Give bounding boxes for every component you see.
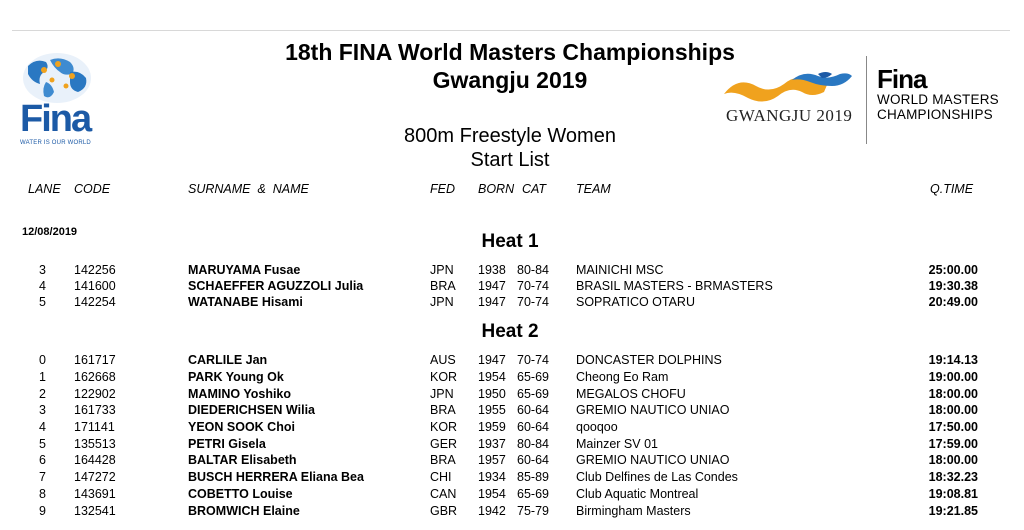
- fed-cell: JPN: [430, 295, 454, 309]
- lane-cell: 6: [39, 453, 46, 467]
- lane-cell: 4: [39, 420, 46, 434]
- team-cell: qooqoo: [576, 420, 618, 434]
- qtime-cell: 17:50.00: [928, 420, 978, 434]
- table-row: [0, 370, 1024, 386]
- born-cell: 1937: [478, 437, 506, 451]
- fed-cell: KOR: [430, 420, 458, 434]
- event-name: 800m Freestyle Women: [404, 125, 616, 147]
- table-row: [0, 403, 1024, 419]
- table-row: [0, 279, 1024, 295]
- cat-cell: 60-64: [517, 420, 549, 434]
- cat-cell: 65-69: [517, 487, 549, 501]
- qtime-cell: 18:00.00: [928, 453, 978, 467]
- lane-cell: 4: [39, 279, 46, 293]
- fed-cell: AUS: [430, 353, 456, 367]
- born-cell: 1938: [478, 263, 506, 277]
- world-masters-fina-text: Fina: [877, 64, 927, 94]
- wave-emblem-icon: [722, 70, 854, 104]
- lane-cell: 8: [39, 487, 46, 501]
- name-cell: COBETTO Louise: [188, 487, 293, 501]
- team-cell: Cheong Eo Ram: [576, 370, 669, 384]
- code-cell: 162668: [74, 370, 116, 384]
- qtime-cell: 19:21.85: [928, 504, 978, 518]
- born-cell: 1955: [478, 403, 506, 417]
- cat-cell: 70-74: [517, 353, 549, 367]
- table-row: [0, 487, 1024, 503]
- column-header-code: CODE: [74, 182, 111, 196]
- cat-cell: 65-69: [517, 387, 549, 401]
- logo-divider: [866, 56, 867, 144]
- heat-1-title: Heat 1: [481, 231, 539, 252]
- born-cell: 1947: [478, 279, 506, 293]
- fed-cell: KOR: [430, 370, 458, 384]
- title-line-2: Gwangju 2019: [432, 67, 588, 93]
- column-header-fed: FED: [430, 182, 455, 196]
- event-title: [300, 124, 720, 172]
- code-cell: 147272: [74, 470, 116, 484]
- code-cell: 164428: [74, 453, 116, 467]
- table-row: [0, 504, 1024, 520]
- code-cell: 161733: [74, 403, 116, 417]
- name-cell: BUSCH HERRERA Eliana Bea: [188, 470, 364, 484]
- born-cell: 1934: [478, 470, 506, 484]
- cat-cell: 85-89: [517, 470, 549, 484]
- table-row: [0, 437, 1024, 453]
- cat-cell: 80-84: [517, 263, 549, 277]
- world-masters-line-2: CHAMPIONSHIPS: [877, 107, 993, 122]
- lane-cell: 0: [39, 353, 46, 367]
- qtime-cell: 17:59.00: [928, 437, 978, 451]
- fed-cell: JPN: [430, 263, 454, 277]
- qtime-cell: 25:00.00: [928, 263, 978, 277]
- globe-icon: [22, 52, 92, 104]
- lane-cell: 5: [39, 295, 46, 309]
- name-cell: BROMWICH Elaine: [188, 504, 300, 518]
- born-cell: 1942: [478, 504, 506, 518]
- gwangju-logo-text: GWANGJU 2019: [726, 106, 853, 125]
- fed-cell: BRA: [430, 403, 456, 417]
- session-date: 12/08/2019: [22, 226, 78, 238]
- column-header-name: SURNAME & NAME: [188, 182, 309, 196]
- team-cell: DONCASTER DOLPHINS: [576, 353, 722, 367]
- team-cell: SOPRATICO OTARU: [576, 295, 695, 309]
- fed-cell: JPN: [430, 387, 454, 401]
- qtime-cell: 19:30.38: [928, 279, 978, 293]
- code-cell: 143691: [74, 487, 116, 501]
- fed-cell: GER: [430, 437, 458, 451]
- lane-cell: 2: [39, 387, 46, 401]
- table-row: [0, 263, 1024, 279]
- column-header-cat: CAT: [522, 182, 547, 196]
- code-cell: 122902: [74, 387, 116, 401]
- column-header-team: TEAM: [576, 182, 611, 196]
- fina-tagline: WATER IS OUR WORLD: [20, 140, 91, 146]
- name-cell: BALTAR Elisabeth: [188, 453, 297, 467]
- born-cell: 1957: [478, 453, 506, 467]
- column-header-qtime: Q.TIME: [930, 182, 974, 196]
- cat-cell: 80-84: [517, 437, 549, 451]
- top-rule: [12, 30, 1010, 31]
- world-masters-logo: [877, 66, 1017, 122]
- cat-cell: 60-64: [517, 403, 549, 417]
- born-cell: 1947: [478, 295, 506, 309]
- born-cell: 1954: [478, 370, 506, 384]
- document-type: Start List: [470, 149, 550, 171]
- team-cell: MAINICHI MSC: [576, 263, 664, 277]
- team-cell: GREMIO NAUTICO UNIAO: [576, 403, 730, 417]
- fed-cell: BRA: [430, 279, 456, 293]
- name-cell: MARUYAMA Fusae: [188, 263, 301, 277]
- cat-cell: 75-79: [517, 504, 549, 518]
- code-cell: 141600: [74, 279, 116, 293]
- name-cell: PARK Young Ok: [188, 370, 284, 384]
- qtime-cell: 19:14.13: [928, 353, 978, 367]
- fina-logo-text: Fina: [20, 98, 91, 140]
- name-cell: MAMINO Yoshiko: [188, 387, 292, 401]
- cat-cell: 65-69: [517, 370, 549, 384]
- lane-cell: 3: [39, 263, 46, 277]
- gwangju-logo: [718, 60, 858, 130]
- name-cell: PETRI Gisela: [188, 437, 266, 451]
- heat-2-title: Heat 2: [481, 321, 539, 342]
- name-cell: DIEDERICHSEN Wilia: [188, 403, 315, 417]
- title-line-1: 18th FINA World Masters Championships: [285, 39, 735, 65]
- table-row: [0, 470, 1024, 486]
- name-cell: SCHAEFFER AGUZZOLI Julia: [188, 279, 364, 293]
- born-cell: 1950: [478, 387, 506, 401]
- lane-cell: 7: [39, 470, 46, 484]
- team-cell: MEGALOS CHOFU: [576, 387, 686, 401]
- qtime-cell: 18:32.23: [928, 470, 978, 484]
- code-cell: 132541: [74, 504, 116, 518]
- team-cell: Birmingham Masters: [576, 504, 691, 518]
- code-cell: 171141: [74, 420, 115, 434]
- table-row: [0, 387, 1024, 403]
- code-cell: 161717: [74, 353, 116, 367]
- team-cell: Mainzer SV 01: [576, 437, 658, 451]
- code-cell: 142256: [74, 263, 116, 277]
- qtime-cell: 18:00.00: [928, 387, 978, 401]
- cat-cell: 70-74: [517, 279, 549, 293]
- lane-cell: 3: [39, 403, 46, 417]
- name-cell: YEON SOOK Choi: [188, 420, 295, 434]
- born-cell: 1947: [478, 353, 506, 367]
- table-row: [0, 353, 1024, 369]
- born-cell: 1954: [478, 487, 506, 501]
- name-cell: WATANABE Hisami: [188, 295, 303, 309]
- fed-cell: CAN: [430, 487, 457, 501]
- column-header-born: BORN: [478, 182, 515, 196]
- fed-cell: CHI: [430, 470, 452, 484]
- team-cell: Club Delfines de Las Condes: [576, 470, 738, 484]
- code-cell: 142254: [74, 295, 116, 309]
- name-cell: CARLILE Jan: [188, 353, 268, 367]
- table-row: [0, 420, 1024, 436]
- code-cell: 135513: [74, 437, 116, 451]
- fed-cell: GBR: [430, 504, 458, 518]
- fed-cell: BRA: [430, 453, 456, 467]
- table-row: [0, 453, 1024, 469]
- fina-logo: [18, 52, 98, 152]
- lane-cell: 1: [39, 370, 46, 384]
- lane-cell: 9: [39, 504, 46, 518]
- qtime-cell: 20:49.00: [928, 295, 978, 309]
- cat-cell: 70-74: [517, 295, 549, 309]
- born-cell: 1959: [478, 420, 506, 434]
- team-cell: BRASIL MASTERS - BRMASTERS: [576, 279, 773, 293]
- team-cell: Club Aquatic Montreal: [576, 487, 699, 501]
- qtime-cell: 19:00.00: [928, 370, 978, 384]
- world-masters-line-1: WORLD MASTERS: [877, 92, 999, 107]
- team-cell: GREMIO NAUTICO UNIAO: [576, 453, 730, 467]
- column-header-lane: LANE: [28, 182, 61, 196]
- qtime-cell: 18:00.00: [928, 403, 978, 417]
- lane-cell: 5: [39, 437, 46, 451]
- table-row: [0, 295, 1024, 311]
- cat-cell: 60-64: [517, 453, 549, 467]
- qtime-cell: 19:08.81: [928, 487, 978, 501]
